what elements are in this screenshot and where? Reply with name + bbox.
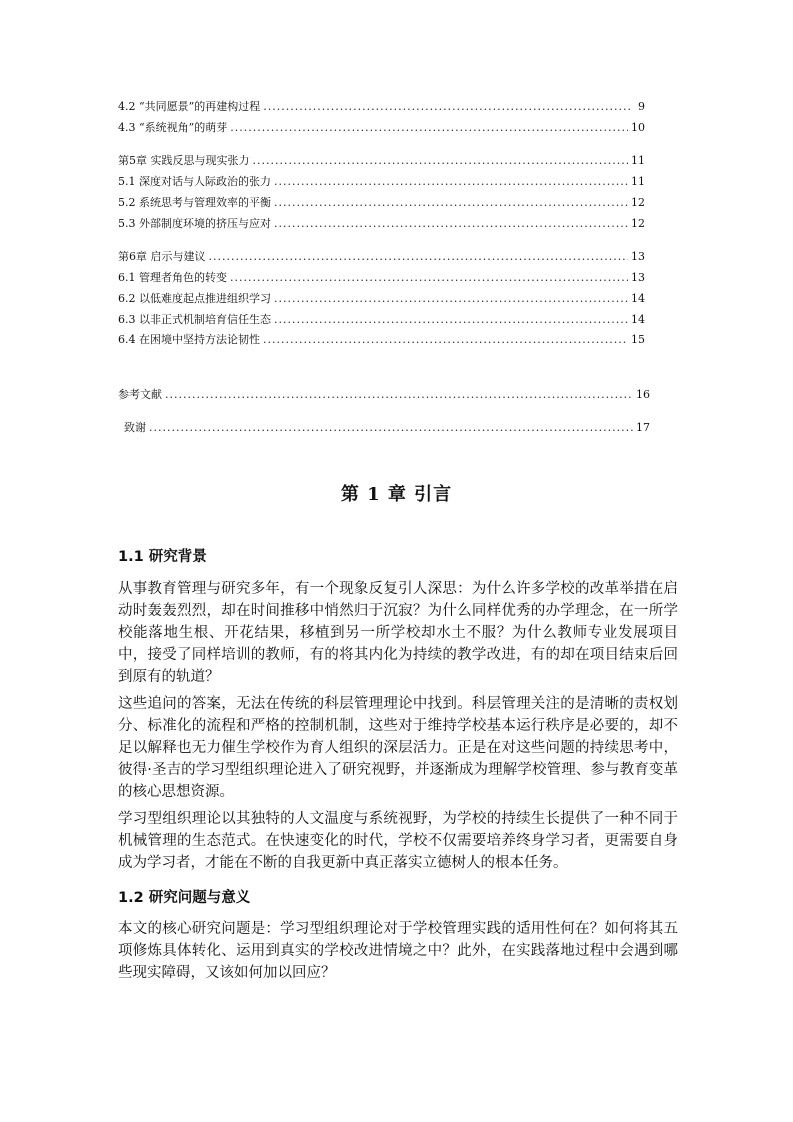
paragraph: 本文的核心研究问题是：学习型组织理论对于学校管理实践的适用性何在？如何将其五项修炼具体转化、运用到真实的学校改进情境之中？此外，在实践落地过程中会遇到哪些现实障碍，又该如何加以回应？	[118, 921, 678, 981]
toc-entry-page: 13	[631, 271, 645, 284]
toc-entry-title: 6.2 以低难度起点推进组织学习	[118, 292, 271, 305]
toc-leader-dots	[274, 292, 628, 306]
toc-leader-dots	[274, 217, 628, 231]
toc-entry[interactable]	[118, 217, 645, 231]
toc-entry-title: 第5章 实践反思与现实张力	[118, 154, 250, 167]
toc-entry-page: 10	[631, 121, 645, 134]
toc-entry[interactable]	[118, 292, 645, 306]
toc-leader-dots	[263, 100, 630, 114]
toc-entry[interactable]	[118, 154, 645, 168]
toc-entry-title: 5.1 深度对话与人际政治的张力	[118, 175, 271, 188]
toc-entry-page: 14	[631, 292, 645, 305]
paragraph: 从事教育管理与研究多年，有一个现象反复引人深思：为什么许多学校的改革举措在启动时轰轰烈烈，却在时间推移中悄然归于沉寂？为什么同样优秀的办学理念，在一所学校能落地生根、开花结果，移植到另一所学校却水土不服？为什么教师专业发展项目中，接受了同样培训的教师，有的将其内化为持续的教学改进，有的却在项目结束后回到原有的轨道？	[118, 581, 678, 685]
toc-entry-page: 16	[636, 388, 650, 401]
toc-leader-dots	[165, 388, 633, 402]
paragraph: 学习型组织理论以其独特的人文温度与系统视野，为学校的持续生长提供了一种不同于机械管理的生态范式。在快速变化的时代，学校不仅需要培养终身学习者，更需要自身成为学习者，才能在不断的自我更新中真正落实立德树人的根本任务。	[118, 811, 678, 871]
toc-entry-title: 6.4 在困境中坚持方法论韧性	[118, 333, 260, 346]
toc-entry[interactable]	[118, 388, 650, 402]
toc-entry[interactable]	[124, 421, 650, 435]
toc-entry[interactable]	[118, 175, 645, 189]
toc-entry-page: 17	[636, 421, 650, 434]
chapter-title: 第 1 章 引言	[340, 484, 453, 505]
toc-entry-title: 参考文献	[118, 388, 162, 401]
toc-entry-title: 致谢	[124, 421, 146, 434]
toc-entry[interactable]	[118, 121, 645, 135]
toc-entry[interactable]	[118, 196, 645, 210]
toc-entry[interactable]	[118, 100, 645, 114]
toc-entry-page: 13	[631, 250, 645, 263]
toc-entry-title: 4.3 “系统视角”的萌芽	[118, 121, 228, 134]
toc-entry-title: 6.3 以非正式机制培育信任生态	[118, 313, 271, 326]
toc-entry[interactable]	[118, 250, 645, 264]
toc-leader-dots	[253, 154, 629, 168]
toc-entry-page: 15	[631, 333, 645, 346]
toc-entry-title: 4.2 “共同愿景”的再建构过程	[118, 100, 261, 113]
toc-leader-dots	[230, 121, 628, 135]
section-heading: 1.1 研究背景	[118, 549, 207, 565]
toc-entry[interactable]	[118, 313, 645, 327]
toc-leader-dots	[230, 271, 628, 285]
section-heading: 1.2 研究问题与意义	[118, 890, 251, 906]
toc-entry-title: 5.3 外部制度环境的挤压与应对	[118, 217, 271, 230]
toc-entry[interactable]	[118, 271, 645, 285]
toc-leader-dots	[209, 250, 629, 264]
toc-entry-page: 11	[631, 175, 645, 188]
toc-entry[interactable]	[118, 333, 645, 347]
paragraph: 这些追问的答案，无法在传统的科层管理理论中找到。科层管理关注的是清晰的责权划分、标准化的流程和严格的控制机制，这些对于维持学校基本运行秩序是必要的，却不足以解释也无力催生学校作为育人组织的深层活力。正是在对这些问题的持续思考中，彼得·圣吉的学习型组织理论进入了研究视野，并逐渐成为理解学校管理、参与教育变革的核心思想资源。	[118, 696, 678, 800]
toc-entry-page: 9	[638, 100, 645, 113]
toc-entry-page: 11	[631, 154, 645, 167]
toc-leader-dots	[149, 421, 633, 435]
toc-entry-title: 6.1 管理者角色的转变	[118, 271, 227, 284]
toc-leader-dots	[274, 313, 628, 327]
toc-leader-dots	[274, 196, 628, 210]
toc-leader-dots	[263, 333, 628, 347]
toc-entry-page: 12	[631, 217, 645, 230]
toc-entry-page: 12	[631, 196, 645, 209]
toc-leader-dots	[274, 175, 628, 189]
toc-entry-title: 5.2 系统思考与管理效率的平衡	[118, 196, 271, 209]
toc-entry-page: 14	[631, 313, 645, 326]
toc-entry-title: 第6章 启示与建议	[118, 250, 206, 263]
